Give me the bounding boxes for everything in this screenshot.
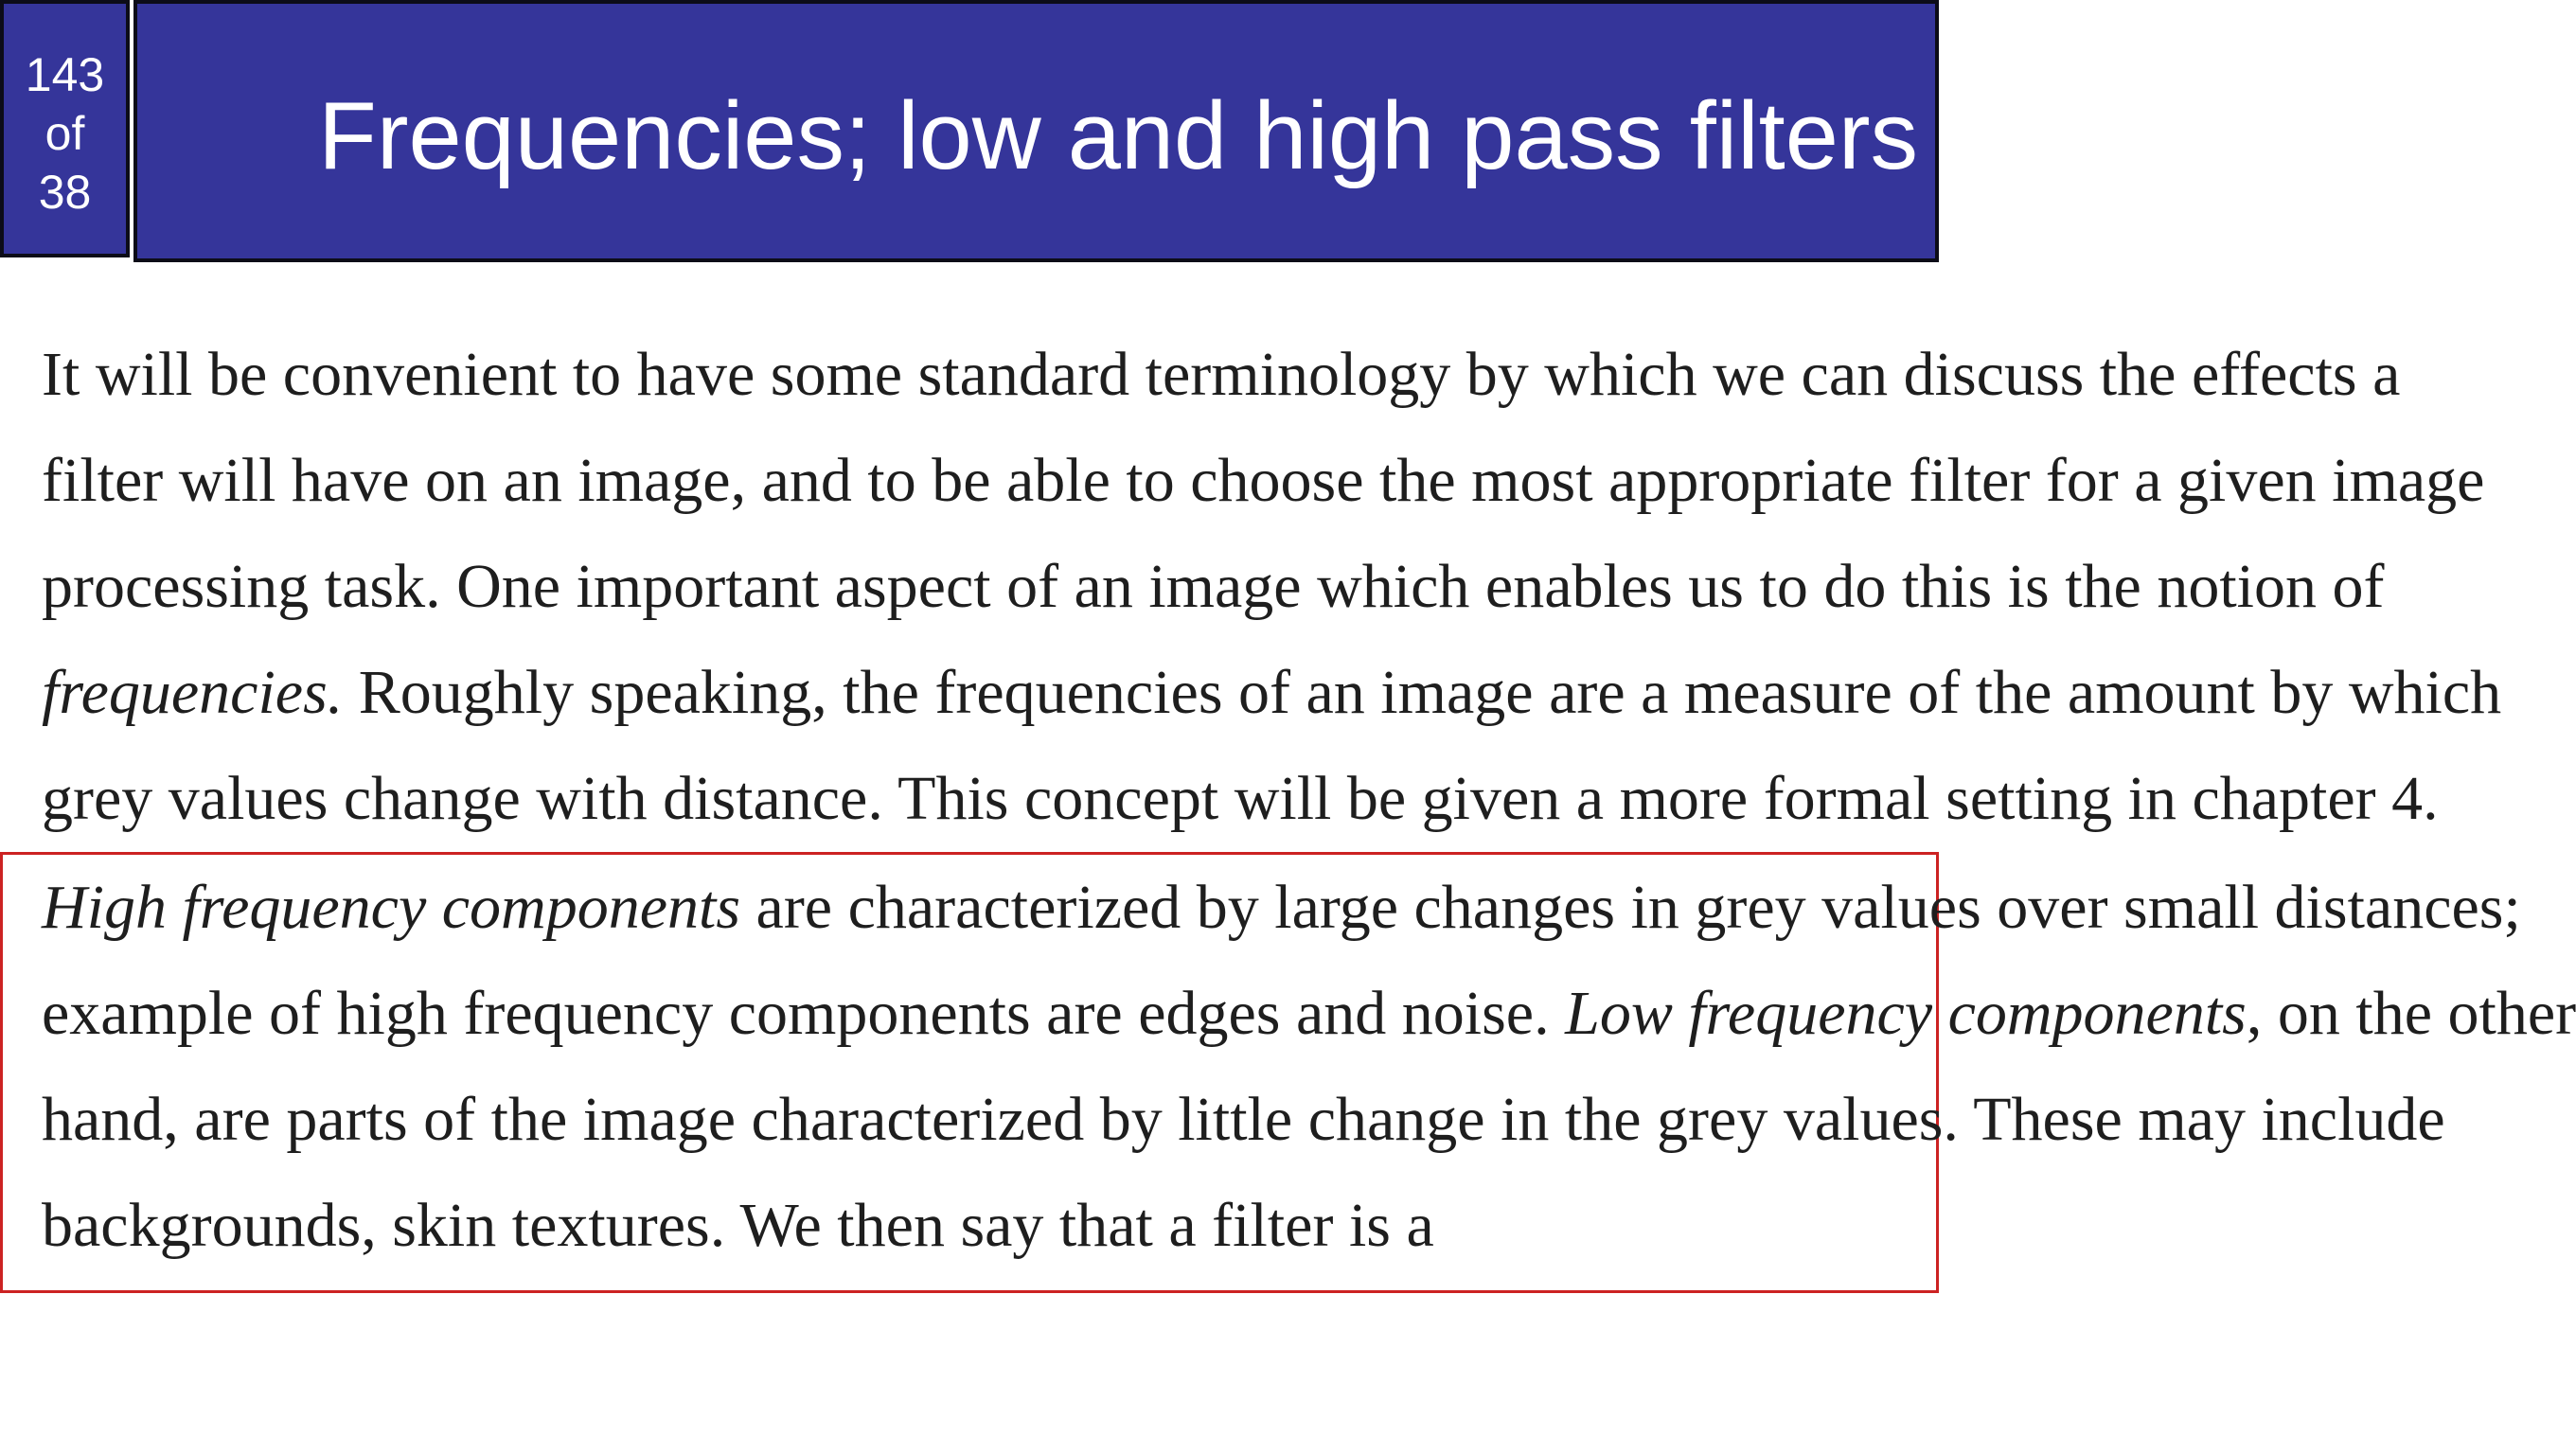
highlight-line-3: hand, are parts of the image characterized by little change in the grey values. These may include xyxy=(42,1085,2445,1154)
low-frequency-term: Low frequency components xyxy=(1565,979,2247,1048)
slide-number-total: 38 xyxy=(38,166,92,219)
highlight-line-1 xyxy=(42,855,2521,961)
intro-line-5: grey values change with distance. This concept will be given a more formal setting in chapter 4. xyxy=(42,764,2439,833)
highlight-line-2 xyxy=(42,961,2576,1067)
intro-line-3: processing task. One important aspect of an image which enables us to do this is the notion of xyxy=(42,552,2385,621)
slide-number-current: 143 xyxy=(25,48,105,101)
highlight-box xyxy=(0,852,2576,1293)
highlight-line-2-start: example of high frequency components are edges and noise. xyxy=(42,979,1566,1048)
highlight-line-1-rest: are characterized by large changes in grey values over small distances; xyxy=(740,873,2521,942)
slide-number-of: of xyxy=(44,107,85,160)
high-frequency-term: High frequency components xyxy=(42,873,741,942)
slide-number-box xyxy=(0,0,130,257)
intro-paragraph xyxy=(42,322,2502,852)
intro-line-4 xyxy=(42,640,2502,746)
title-bar xyxy=(133,0,1939,262)
intro-line-4-rest: Roughly speaking, the frequencies of an image are a measure of the amount by which xyxy=(343,658,2502,727)
intro-line-1: It will be convenient to have some standard terminology by which we can discuss the effects a xyxy=(42,340,2401,409)
frequencies-term: frequencies. xyxy=(42,658,344,727)
intro-line-2: filter will have on an image, and to be able to choose the most appropriate filter for a given image xyxy=(42,446,2485,515)
slide-title: Frequencies; low and high pass filters xyxy=(318,83,1918,189)
highlight-line-2-end: , on the other xyxy=(2246,979,2576,1048)
highlight-line-4: backgrounds, skin textures. We then say that a filter is a xyxy=(42,1191,1434,1260)
highlighted-paragraph xyxy=(42,855,2576,1279)
